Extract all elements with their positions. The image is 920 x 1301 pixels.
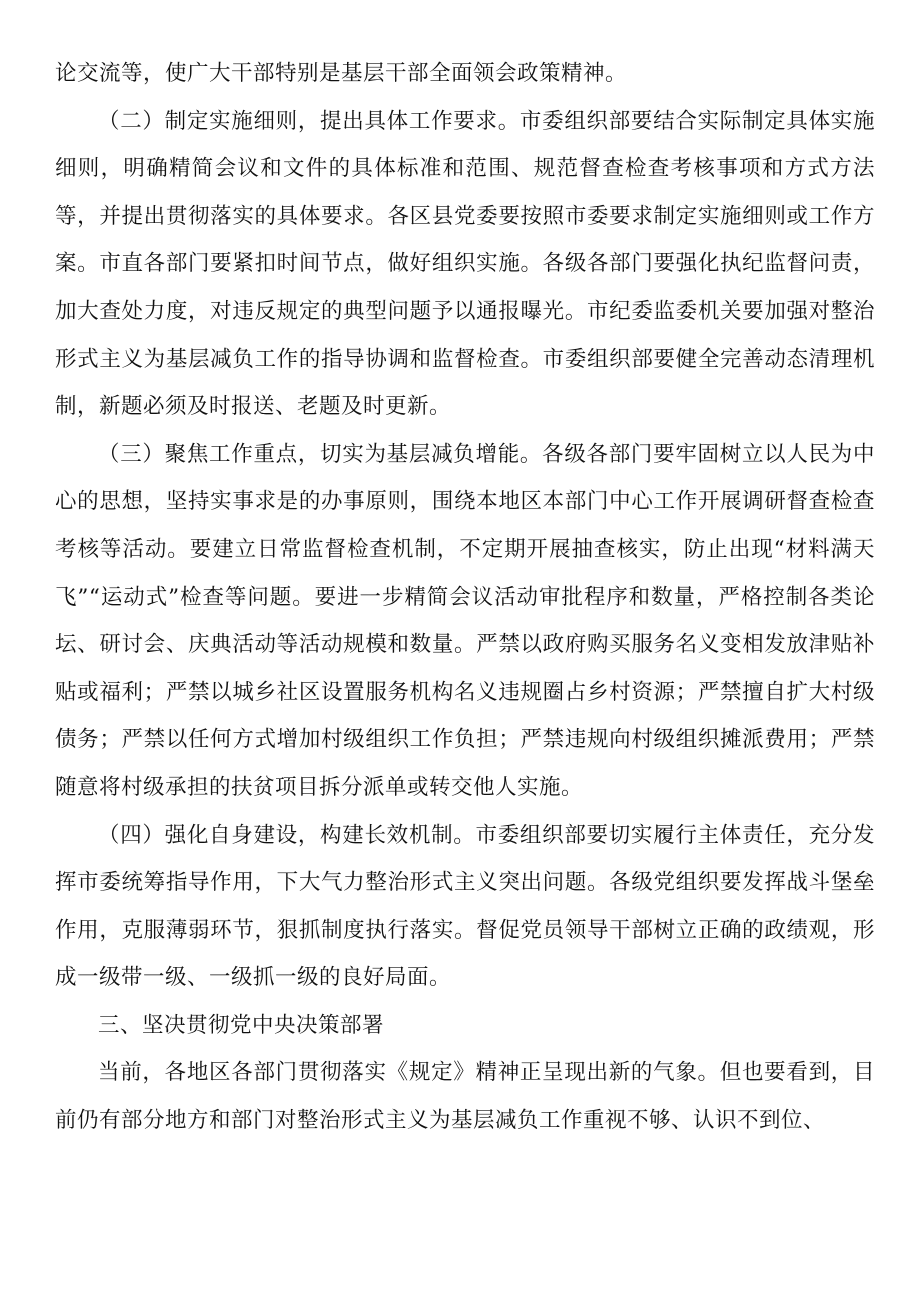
- paragraph-closing: 当前，各地区各部门贯彻落实《规定》精神正呈现出新的气象。但也要看到，目前仍有部分地方和部门对整治形式主义为基层减负工作重视不够、认识不到位、: [55, 1060, 875, 1134]
- section-heading: 三、坚决贯彻党中央决策部署: [98, 1012, 385, 1038]
- paragraph-continuation: 论交流等，使广大干部特别是基层干部全面领会政策精神。: [55, 61, 628, 86]
- paragraph-section-2: （二）制定实施细则，提出具体工作要求。市委组织部要结合实际制定具体实施细则，明确精简会议和文件的具体标准和范围、规范督查检查考核事项和方式方法等，并提出贯彻落实的具体要求。各区县党委要按照市委要求制定实施细则或工作方案。市直各部门要紧扣时间节点，做好组织实施。各级各部门要强化执纪监督问责，加大查处力度，对违反规定的典型问题予以通报曝光。市纪委监委机关要加强对整治形式主义为基层减负工作的指导协调和监督检查。市委组织部要健全完善动态清理机制，新题必须及时报送、老题及时更新。: [55, 108, 875, 420]
- document-page: [55, 50, 875, 1145]
- paragraph-section-4: （四）强化自身建设，构建长效机制。市委组织部要切实履行主体责任，充分发挥市委统筹指导作用，下大气力整治形式主义突出问题。各级党组织要发挥战斗堡垒作用，克服薄弱环节，狠抓制度执行落实。督促党员领导干部树立正确的政绩观，形成一级带一级、一级抓一级的良好局面。: [55, 822, 875, 991]
- paragraph-section-3: （三）聚焦工作重点，切实为基层减负增能。各级各部门要牢固树立以人民为中心的思想，坚持实事求是的办事原则，围绕本地区本部门中心工作开展调研督查检查考核等活动。要建立日常监督检查机制，不定期开展抽查核实，防止出现“材料满天飞”“运动式”检查等问题。要进一步精简会议活动审批程序和数量，严格控制各类论坛、研讨会、庆典活动等活动规模和数量。严禁以政府购买服务名义变相发放津贴补贴或福利；严禁以城乡社区设置服务机构名义违规圈占乡村资源；严禁擅自扩大村级债务；严禁以任何方式增加村级组织工作负担；严禁违规向村级组织摊派费用；严禁随意将村级承担的扶贫项目拆分派单或转交他人实施。: [55, 441, 875, 800]
